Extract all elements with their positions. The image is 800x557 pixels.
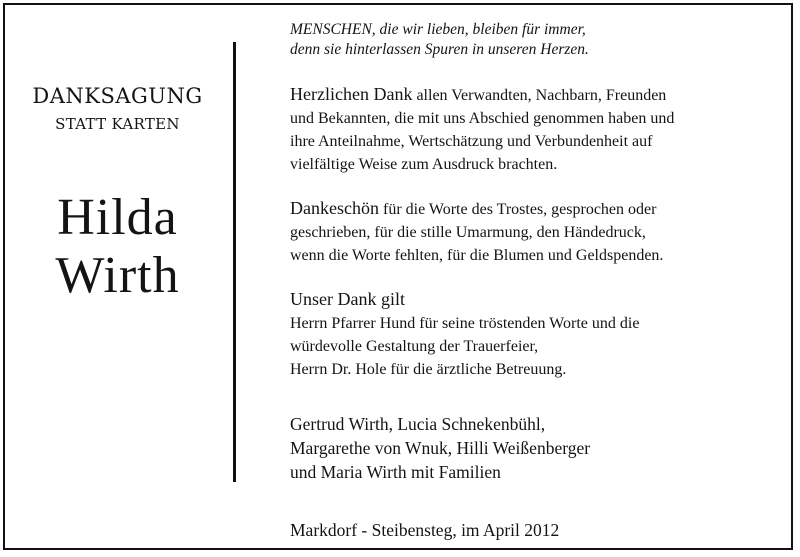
paragraph-line: vielfältige Weise zum Ausdruck brachten. (290, 156, 558, 173)
paragraph-line: Herrn Pfarrer Hund für seine tröstenden Worte und die (290, 315, 640, 332)
signers-line: und Maria Wirth mit Familien (290, 462, 501, 482)
paragraph-line: ihre Anteilnahme, Wertschätzung und Verbundenheit auf (290, 133, 653, 150)
thanks-paragraph-2 (290, 197, 785, 267)
motto-line: MENSCHEN, die wir lieben, bleiben für immer, (290, 21, 586, 38)
paragraph-lead: Unser Dank gilt (290, 289, 405, 309)
paragraph-line: und Bekannten, die mit uns Abschied genommen haben und (290, 110, 675, 127)
motto-line: denn sie hinterlassen Spuren in unseren Herzen. (290, 41, 589, 58)
signers-block (290, 412, 785, 484)
paragraph-lead: Herzlichen Dank (290, 84, 413, 104)
signers-line: Gertrud Wirth, Lucia Schnekenbühl, (290, 414, 546, 434)
paragraph-line: Herrn Dr. Hole für die ärztliche Betreuung. (290, 361, 567, 378)
notice-subheading: STATT KARTEN (55, 115, 180, 133)
paragraph-line: geschrieben, für die stille Umarmung, den Händedruck, (290, 224, 646, 241)
thanks-paragraph-3 (290, 287, 785, 381)
notice-heading: DANKSAGUNG (32, 84, 203, 108)
vertical-divider (233, 42, 236, 482)
signers-line: Margarethe von Wnuk, Hilli Weißenberger (290, 438, 591, 458)
thanks-paragraph-1 (290, 83, 785, 176)
deceased-last-name: Wirth (55, 247, 180, 304)
paragraph-line: allen Verwandten, Nachbarn, Freunden (412, 87, 667, 104)
motto-quote (290, 20, 785, 60)
paragraph-line: würdevolle Gestaltung der Trauerfeier, (290, 338, 539, 355)
place-date: Markdorf - Steibensteg, im April 2012 (290, 520, 560, 540)
paragraph-line: wenn die Worte fehlten, für die Blumen und Geldspenden. (290, 247, 664, 264)
deceased-first-name: Hilda (57, 189, 178, 246)
paragraph-line: für die Worte des Trostes, gesprochen oder (378, 201, 657, 218)
paragraph-lead: Dankeschön (290, 198, 379, 218)
